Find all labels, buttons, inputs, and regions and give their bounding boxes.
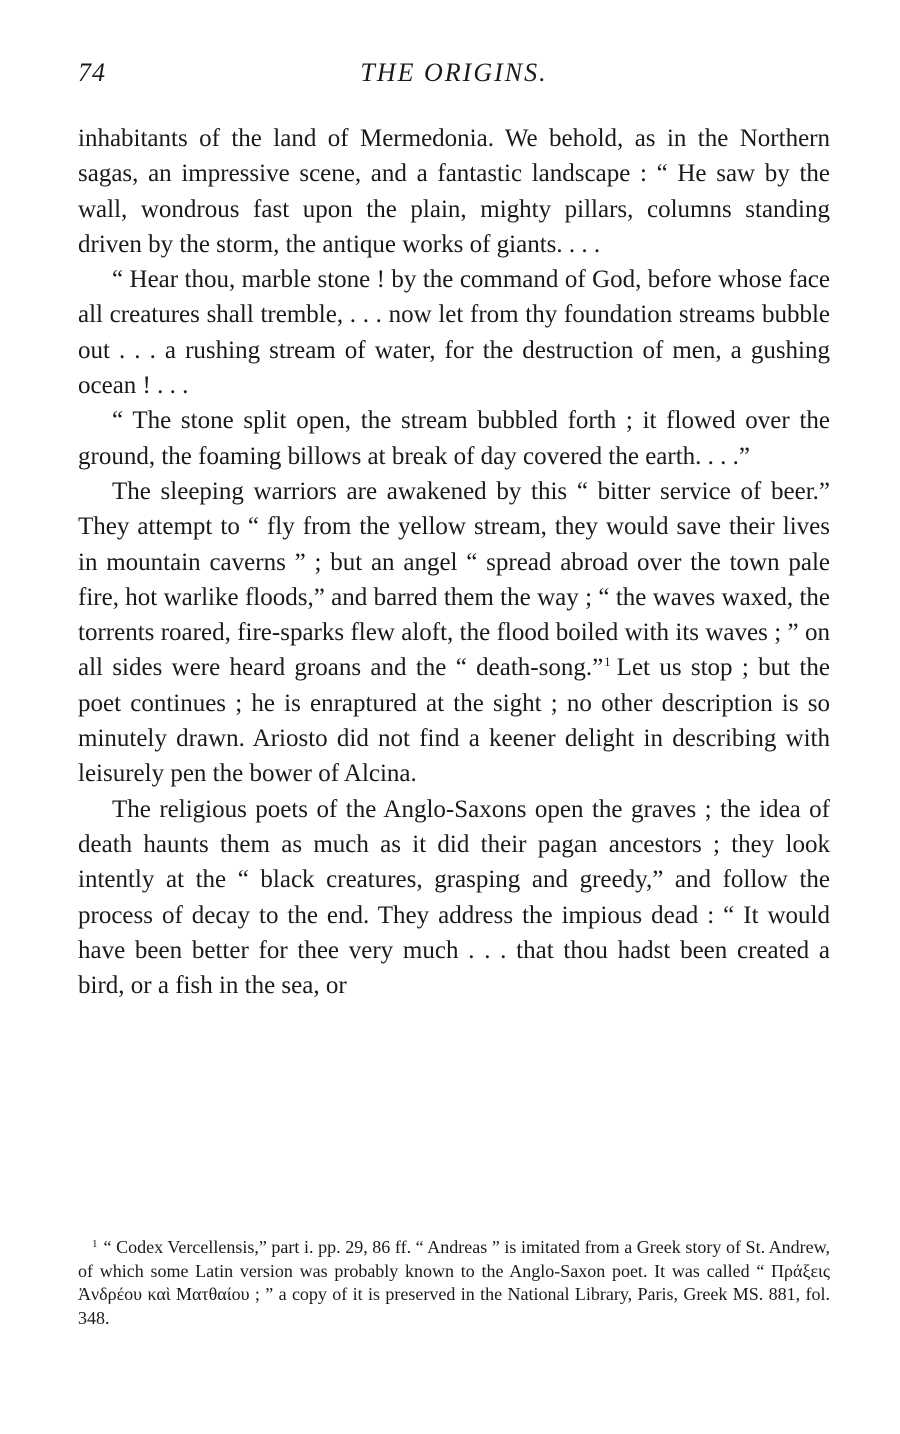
paragraph-warriors-text-a: The sleeping warriors are awakened by this “ bitter service of beer.” They attempt to “ fly from the yellow stream, they would save their lives in mountain caverns ” ; but an angel “ spread abroad over the town pale fire, hot warlike floods,” and barred them the way ; “ the waves waxed, the torrents roared, fire-sparks flew aloft, the flood boiled with its waves ; ” on all sides were heard groans and the “ death-song.” xyxy=(78,477,830,682)
page-number: 74 xyxy=(78,58,106,87)
paragraph-continuation: inhabitants of the land of Mermedonia. We behold, as in the Northern sagas, an impressive scene, and a fantastic landscape : “ He saw by the wall, wondrous fast upon the plain, mighty pillars, columns standing driven by the storm, the antique works of giants. . . . xyxy=(78,125,830,258)
paragraph-quote-stone: “ Hear thou, marble stone ! by the command of God, before whose face all creatures shall tremble, . . . now let from thy foundation streams bubble out . . . a rushing stream of water, for the destruction of men, a gushing ocean ! . . . xyxy=(78,266,830,400)
paragraph-warriors xyxy=(78,474,830,792)
paragraph-religious-poets: The religious poets of the Anglo-Saxons open the graves ; the idea of death haunts them as much as it did their pagan ancestors ; they look intently at the “ black creatures, grasping and greedy,” and follow the process of decay to the end. They address the impious dead : “ It would have been better for thee very much . . . that thou hadst been created a bird, or a fish in the sea, or xyxy=(78,795,830,1000)
paragraph-quote-split: “ The stone split open, the stream bubbled forth ; it flowed over the ground, the foaming billows at break of day covered the earth. . . .” xyxy=(78,407,830,470)
footnote-mark: 1 xyxy=(92,1238,98,1250)
main-text xyxy=(78,121,830,1003)
paragraph-warriors-text-b: Let us stop ; but the poet continues ; he is enraptured at the sight ; no other description is so minutely drawn. Ariosto did not find a keener delight in describing with leisurely pen the bower of Alcina. xyxy=(78,654,830,788)
footnote-text: “ Codex Vercellensis,” part i. pp. 29, 86 ff. “ Andreas ” is imitated from a Greek story of St. Andrew, of which some Latin version was probably known to the Anglo-Saxon poet. It was called “ Πράξεις Ἀνδρέου καὶ Ματθαίου ; ” a copy of it is preserved in the National Library, Paris, Greek MS. 881, fol. 348. xyxy=(78,1237,830,1329)
footnotes xyxy=(78,1236,830,1331)
footnote-1 xyxy=(78,1236,830,1331)
running-title: THE ORIGINS. xyxy=(360,58,548,87)
footnote-reference[interactable]: 1 xyxy=(604,654,611,670)
page-header xyxy=(78,58,830,98)
